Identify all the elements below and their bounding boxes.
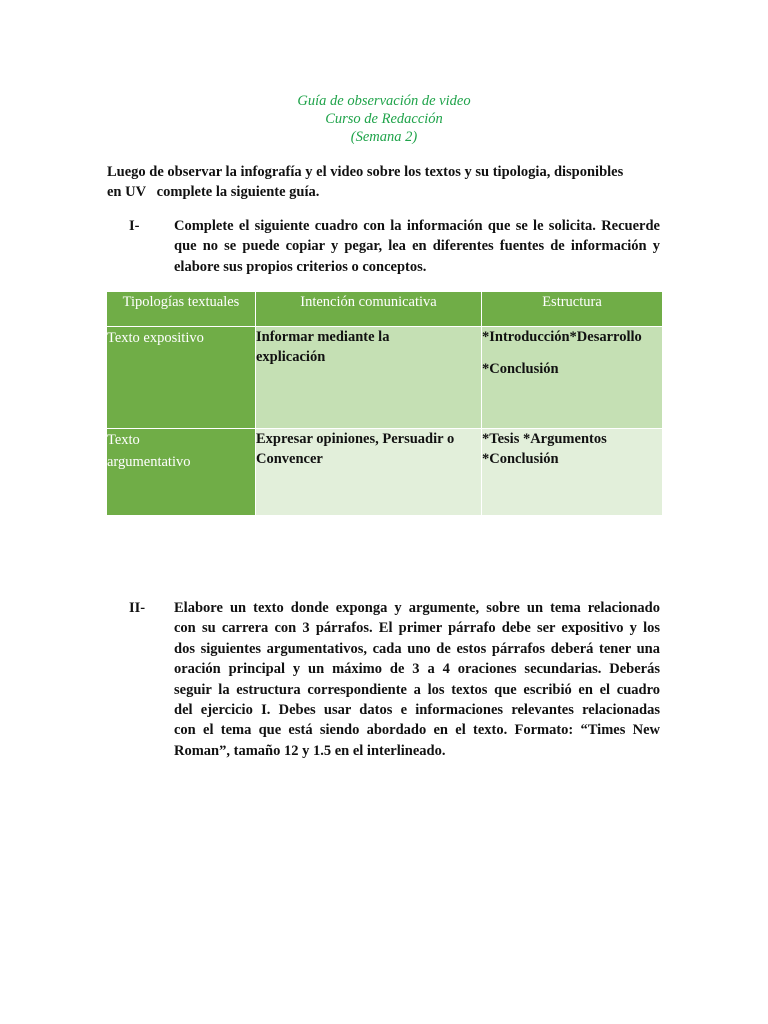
- header-course: Curso de Redacción: [325, 111, 443, 127]
- section-one-line: Complete el siguiente cuadro con la información que se le solicita. Recuerde: [174, 218, 660, 234]
- table-header-intention: Intención comunicativa: [256, 292, 482, 327]
- table-header-typology: Tipologías textuales: [107, 292, 256, 327]
- section-two-line: Elabore un texto donde exponga y argumente, sobre un tema relacionado: [174, 600, 660, 616]
- structure-cell: [482, 327, 663, 429]
- intention-cell: [256, 429, 482, 516]
- typology-table: [106, 291, 663, 516]
- section-one-number: I-: [129, 218, 140, 234]
- intention-line: Expresar opiniones, Persuadir o: [256, 431, 455, 447]
- document-header: [0, 92, 768, 146]
- intention-cell: [256, 327, 482, 429]
- structure-line: *Tesis *Argumentos: [482, 431, 607, 447]
- intention-line: explicación: [256, 349, 326, 365]
- section-two-line: con su carrera con 3 párrafos. El primer párrafo debe ser expositivo y los: [174, 620, 660, 637]
- structure-line: *Conclusión: [482, 361, 559, 377]
- intention-line: Convencer: [256, 451, 323, 467]
- section-two-line: Roman”, tamaño 12 y 1.5 en el interlineado.: [174, 742, 446, 759]
- row-type-label: Texto: [107, 432, 140, 448]
- section-one-text: [174, 216, 660, 277]
- table-row: [107, 429, 663, 516]
- section-two-line: con el tema que está siendo abordado en el texto. Formato: “Times New: [174, 722, 660, 739]
- table-header-structure: Estructura: [482, 292, 663, 327]
- row-type-label: Texto expositivo: [107, 330, 204, 346]
- structure-line: *Introducción*Desarrollo: [482, 329, 642, 345]
- section-one-line: elabore sus propios criterios o conceptos.: [174, 258, 427, 275]
- section-two-line: oración principal y un máximo de 3 a 4 oraciones secundarias. Deberás: [174, 661, 660, 678]
- section-two-line: dos siguientes argumentativos, cada uno de estos párrafos deberá tener una: [174, 640, 660, 657]
- section-two-number: II-: [129, 600, 146, 616]
- intention-line: Informar mediante la: [256, 329, 390, 345]
- intro-line: en UV complete la siguiente guía.: [107, 184, 320, 200]
- structure-cell: [482, 429, 663, 516]
- section-two-text: [174, 598, 660, 761]
- intro-line: Luego de observar la infografía y el video sobre los textos y su tipologia, disponibles: [107, 164, 624, 180]
- row-type-cell: [107, 327, 256, 429]
- section-two-line: del ejercicio I. Debes usar datos e informaciones relevantes relacionadas: [174, 702, 660, 719]
- header-week: (Semana 2): [350, 129, 418, 145]
- section-two-line: seguir la estructura correspondiente a los textos que escribió en el cuadro: [174, 681, 660, 698]
- table-row: [107, 327, 663, 429]
- table-header-row: [107, 292, 663, 327]
- row-type-cell: [107, 429, 256, 516]
- header-title: Guía de observación de video: [297, 93, 471, 109]
- section-one-line: que no se puede copiar y pegar, lea en diferentes fuentes de información y: [174, 238, 660, 255]
- structure-line: *Conclusión: [482, 451, 559, 467]
- row-type-label: argumentativo: [107, 454, 191, 470]
- intro-paragraph: [107, 162, 663, 202]
